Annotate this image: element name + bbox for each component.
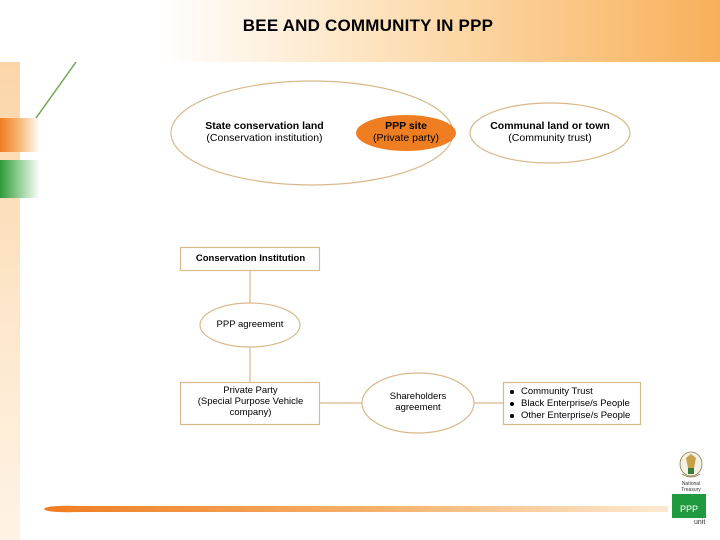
bottom-swoosh	[44, 506, 668, 512]
state-conservation-subtitle: (Conservation institution)	[206, 132, 323, 145]
communal-land-subtitle: (Community trust)	[508, 132, 592, 145]
list-item: Other Enterprise/s People	[508, 410, 630, 422]
shareholders-label	[368, 392, 468, 414]
list-item: Community Trust	[508, 386, 630, 398]
state-conservation-title: State conservation land	[205, 120, 324, 132]
ppp-site-subtitle: (Private party)	[373, 132, 439, 145]
private-party-label	[181, 386, 320, 419]
ppp-site-label	[360, 120, 452, 144]
shareholders-line2: agreement	[395, 401, 441, 413]
shareholders-line1: Shareholders	[389, 391, 447, 402]
ppp-agreement-label: PPP agreement	[216, 319, 284, 330]
private-party-subtitle-2: company)	[229, 406, 272, 418]
diagonal-decor	[20, 62, 76, 118]
private-party-title: Private Party	[223, 385, 278, 396]
communal-land-title: Communal land or town	[490, 120, 610, 132]
ppp-unit-logo: PPP	[672, 494, 706, 518]
communal-land-label	[474, 120, 626, 144]
list-item: Black Enterprise/s People	[508, 398, 630, 410]
ppp-site-title: PPP site	[385, 120, 427, 132]
national-treasury-label: National Treasury	[681, 481, 701, 493]
private-party-subtitle: (Special Purpose Vehicle	[197, 395, 304, 407]
conservation-institution-label: Conservation Institution	[195, 253, 306, 264]
ppp-unit-label: unit	[694, 519, 706, 526]
stakeholder-list	[508, 386, 630, 422]
page-title: BEE AND COMMUNITY IN PPP	[242, 16, 494, 35]
state-conservation-label	[192, 120, 337, 144]
